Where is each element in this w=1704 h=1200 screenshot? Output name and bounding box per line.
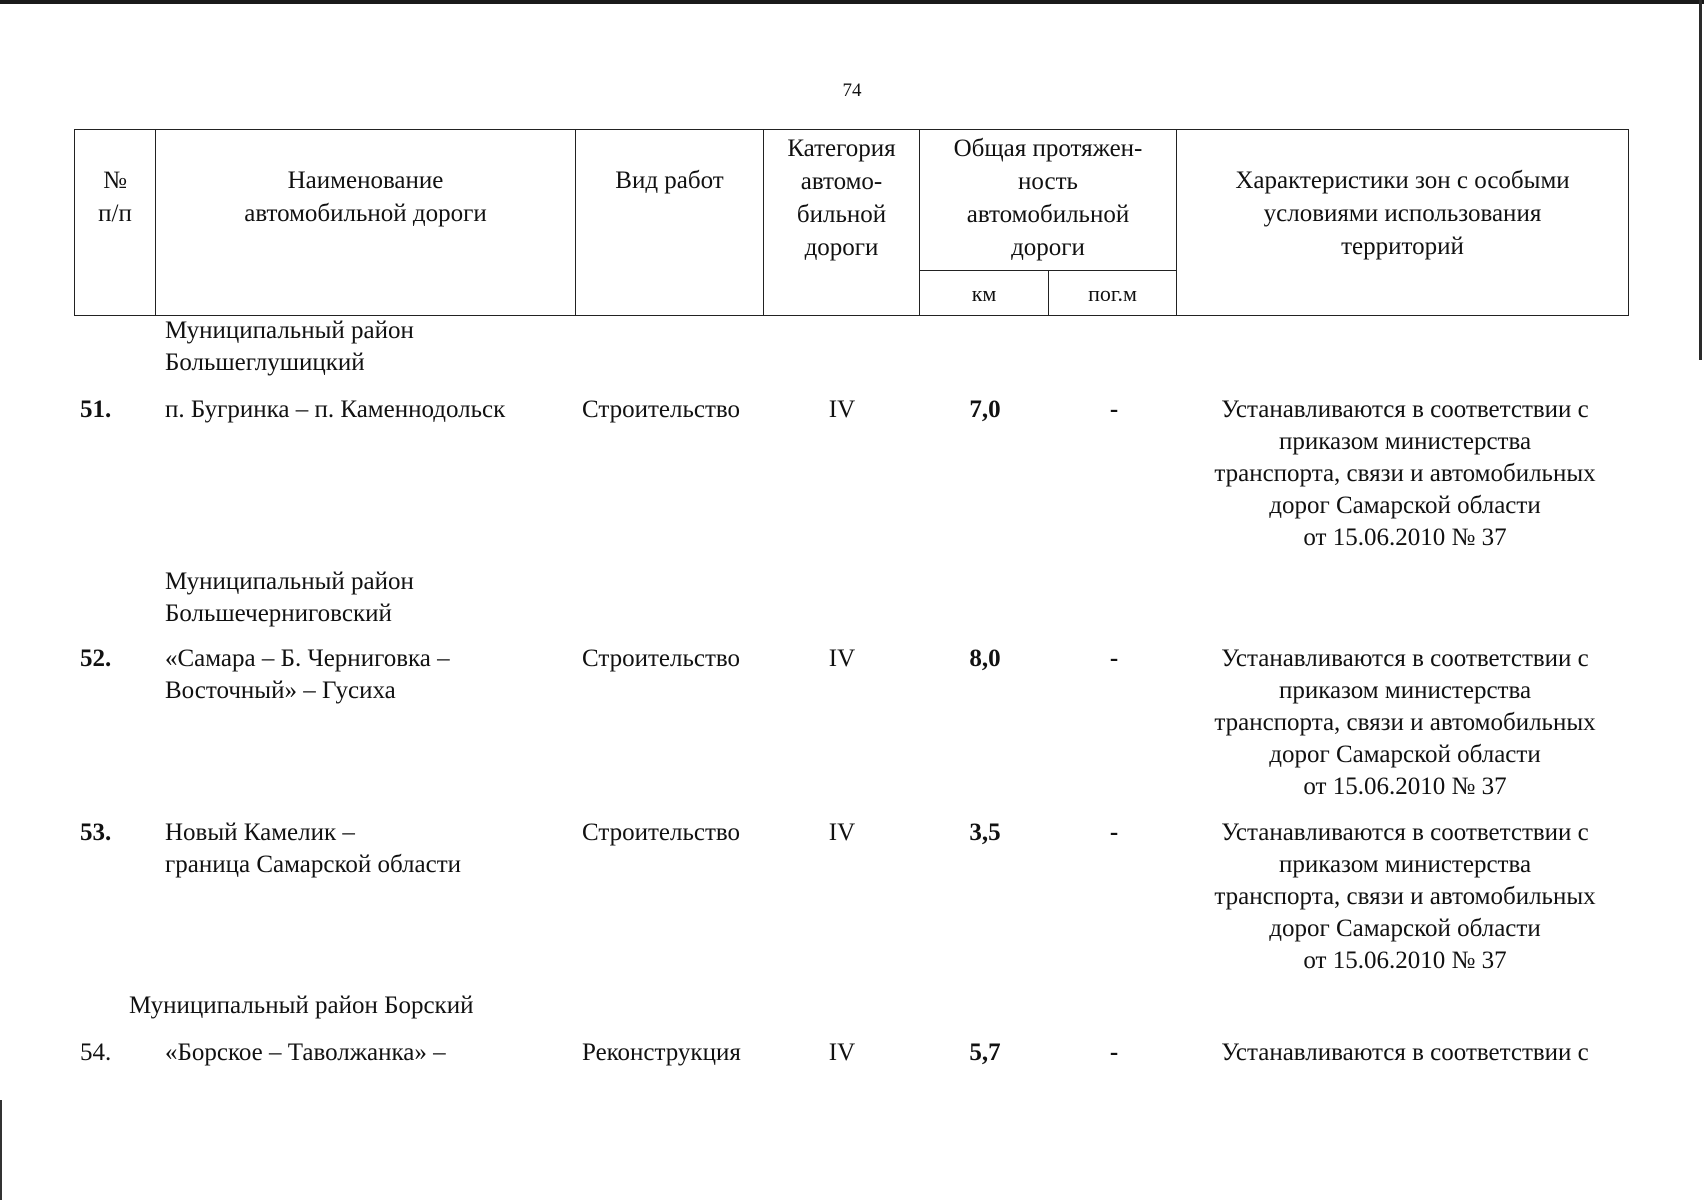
right-scan-edge [1699, 0, 1702, 360]
top-border-line [0, 0, 1704, 4]
road-name: «Борское – Таволжанка» – [165, 1039, 446, 1066]
district-heading: Муниципальный район Большеглушицкий [165, 317, 414, 376]
header-pog-m: пог.м [1049, 271, 1177, 316]
zone-characteristics: Устанавливаются в соответствии с приказом министерства транспорта, связи и автомобильных дорог Самарской области от 15.06.2010 № 37 [1214, 645, 1596, 800]
zone-characteristics: Устанавливаются в соответствии с приказом министерства транспорта, связи и автомобильных дорог Самарской области от 15.06.2010 № 37 [1214, 819, 1596, 974]
road-name: п. Бугринка – п. Каменнодольск [165, 396, 506, 423]
left-scan-edge [0, 1100, 2, 1200]
header-km: км [920, 271, 1049, 316]
row-number: 52. [80, 645, 112, 672]
header-category: Категория автомо- бильной дороги [764, 130, 920, 316]
road-category: IV [828, 645, 856, 672]
header-total-length: Общая протяжен- ность автомобильной дороги [920, 130, 1177, 271]
length-km: 7,0 [969, 396, 1001, 423]
table-header [74, 129, 1629, 316]
header-num: № п/п [75, 130, 156, 316]
length-km: 8,0 [969, 645, 1001, 672]
length-pog-m: - [1109, 819, 1119, 846]
length-km: 3,5 [969, 819, 1001, 846]
work-type: Строительство [582, 396, 741, 423]
length-km: 5,7 [969, 1039, 1001, 1066]
header-zone-characteristics: Характеристики зон с особыми условиями использования территорий [1177, 130, 1629, 316]
work-type: Реконструкция [582, 1039, 741, 1066]
length-pog-m: - [1109, 396, 1119, 423]
road-name: Новый Камелик – граница Самарской области [165, 819, 462, 878]
road-category: IV [828, 396, 856, 423]
work-type: Строительство [582, 645, 741, 672]
zone-characteristics: Устанавливаются в соответствии с [1221, 1039, 1589, 1066]
road-category: IV [828, 819, 856, 846]
length-pog-m: - [1109, 1039, 1119, 1066]
district-heading: Муниципальный район Большечерниговский [165, 568, 414, 627]
road-name: «Самара – Б. Черниговка – Восточный» – Гусиха [165, 645, 450, 704]
road-category: IV [828, 1039, 856, 1066]
row-number: 54. [80, 1039, 112, 1066]
zone-characteristics: Устанавливаются в соответствии с приказом министерства транспорта, связи и автомобильных дорог Самарской области от 15.06.2010 № 37 [1214, 396, 1596, 551]
work-type: Строительство [582, 819, 741, 846]
length-pog-m: - [1109, 645, 1119, 672]
page-number: 74 [842, 80, 862, 101]
district-heading: Муниципальный район Борский [129, 992, 474, 1019]
row-number: 51. [80, 396, 112, 423]
header-road-name: Наименование автомобильной дороги [156, 130, 576, 316]
header-work-type: Вид работ [576, 130, 764, 316]
row-number: 53. [80, 819, 112, 846]
